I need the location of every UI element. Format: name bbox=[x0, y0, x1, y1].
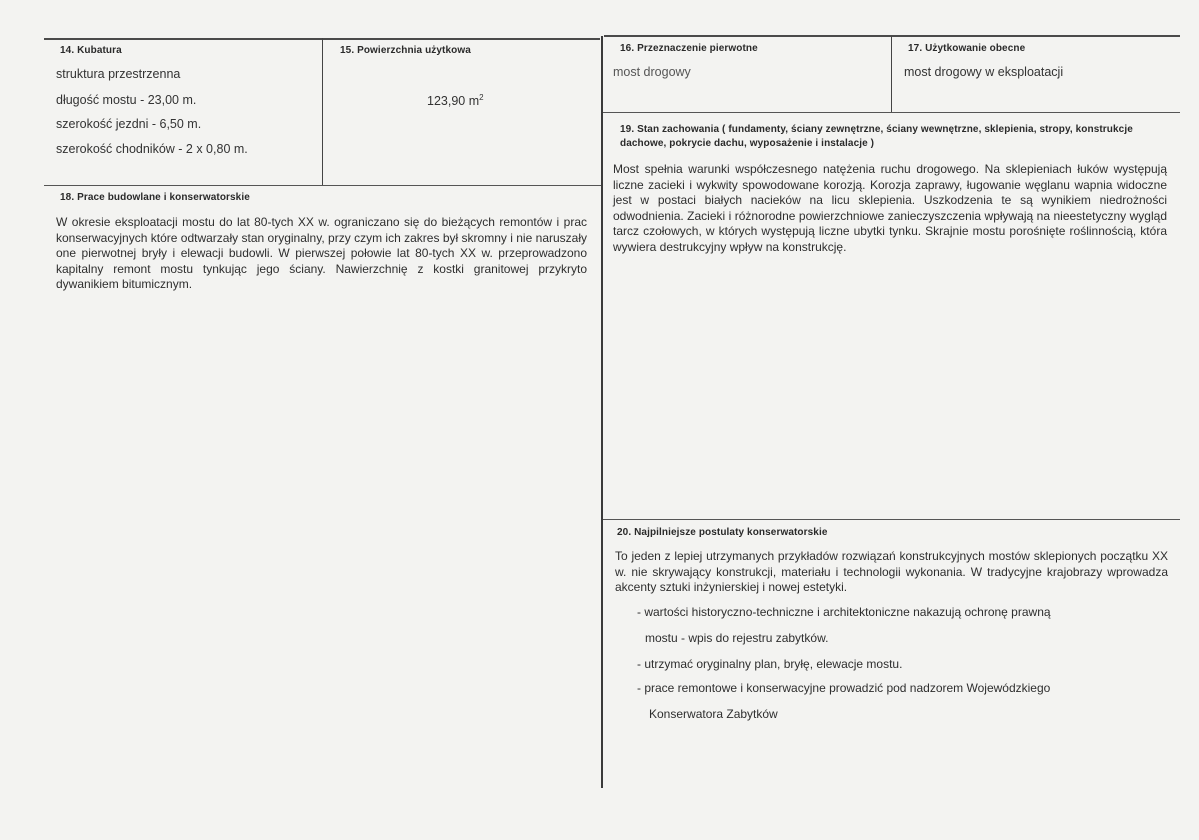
field-19-text: Most spełnia warunki współczesnego natężenia ruchu drogowego. Na sklepieniach łuków występują liczne zacieki i wykwity spowodowane korozją. Korozja zaprawy, ługowanie węglanu wapnia widoczne jest w postaci białych nacieków na licu sklepienia. Uszkodzenia te są wynikiem niedrożności odwodnienia. Zacieki i różnorodne powierzchniowe zanieczyszczenia wpływają na nieestetyczny wygląd tarcz czołowych, w których występują liczne ubytki tynku. Skrajnie mostu porośnięte roślinnością, która wywiera destrukcyjny wpływ na konstrukcję. bbox=[613, 162, 1167, 254]
rule-above-20 bbox=[603, 519, 1180, 520]
divider-14-15 bbox=[322, 38, 323, 185]
field-20-item-3: - utrzymać oryginalny plan, bryłę, elewacje mostu. bbox=[637, 657, 903, 671]
field-16-value: most drogowy bbox=[613, 65, 691, 79]
field-17-value: most drogowy w eksploatacji bbox=[904, 65, 1064, 79]
field-20-text: To jeden z lepiej utrzymanych przykładów rozwiązań konstrukcyjnych mostów sklepionych początku XX w. nie skrywający konstrukcji, materiału i technologii wykonania. W tradycyjne krajobrazy wprowadza akcenty sztuki inżynierskiej i nowej estetyki. bbox=[615, 549, 1168, 595]
field-17-label: 17. Użytkowanie obecne bbox=[908, 43, 1026, 54]
field-14-line-1: struktura przestrzenna bbox=[56, 67, 181, 81]
field-15-label: 15. Powierzchnia użytkowa bbox=[340, 45, 471, 56]
field-14-line-4: szerokość chodników - 2 x 0,80 m. bbox=[56, 142, 248, 156]
field-18-label: 18. Prace budowlane i konserwatorskie bbox=[60, 192, 250, 203]
field-15-value bbox=[427, 93, 484, 108]
field-15-number: 123,90 m bbox=[427, 94, 480, 109]
field-14-line-3: szerokość jezdni - 6,50 m. bbox=[56, 117, 202, 131]
field-18-text: W okresie eksploatacji mostu do lat 80-tych XX w. ograniczano się do bieżących remontów i prac konserwacyjnych które odtwarzały stan oryginalny, przy czym ich zakres był skromny i nie naruszały one pierwotnej bryły i elewacji budowli. W pierwszej połowie lat 80-tych XX w. przeprowadzono kapitalny remont mostu tynkując jego ściany. Nawierzchnię z kostki granitowej przykryto dywanikiem bitumicznym. bbox=[56, 215, 587, 292]
rule-above-18 bbox=[44, 185, 601, 186]
field-20-label: 20. Najpilniejsze postulaty konserwatorskie bbox=[617, 527, 828, 538]
field-20-item-4: - prace remontowe i konserwacyjne prowadzić pod nadzorem Wojewódzkiego bbox=[637, 681, 1051, 695]
field-15-unit-sup: 2 bbox=[479, 93, 484, 102]
top-rule-right bbox=[604, 35, 1180, 37]
field-16-label: 16. Przeznaczenie pierwotne bbox=[620, 43, 758, 54]
field-14-label: 14. Kubatura bbox=[60, 45, 122, 56]
rule-above-19 bbox=[603, 112, 1180, 113]
field-14-line-2: długość mostu - 23,00 m. bbox=[56, 93, 197, 107]
field-20-item-2: mostu - wpis do rejestru zabytków. bbox=[645, 631, 829, 645]
field-20-item-5: Konserwatora Zabytków bbox=[649, 707, 778, 721]
divider-16-17 bbox=[891, 36, 892, 112]
field-19-label: 19. Stan zachowania ( fundamenty, ściany zewnętrzne, ściany wewnętrzne, sklepienia, stropy, konstrukcje dachowe, pokrycie dachu, wyposażenie i instalacje ) bbox=[620, 124, 1133, 149]
center-divider bbox=[601, 36, 603, 788]
field-20-item-1: - wartości historyczno-techniczne i architektoniczne nakazują ochronę prawną bbox=[637, 605, 1051, 619]
